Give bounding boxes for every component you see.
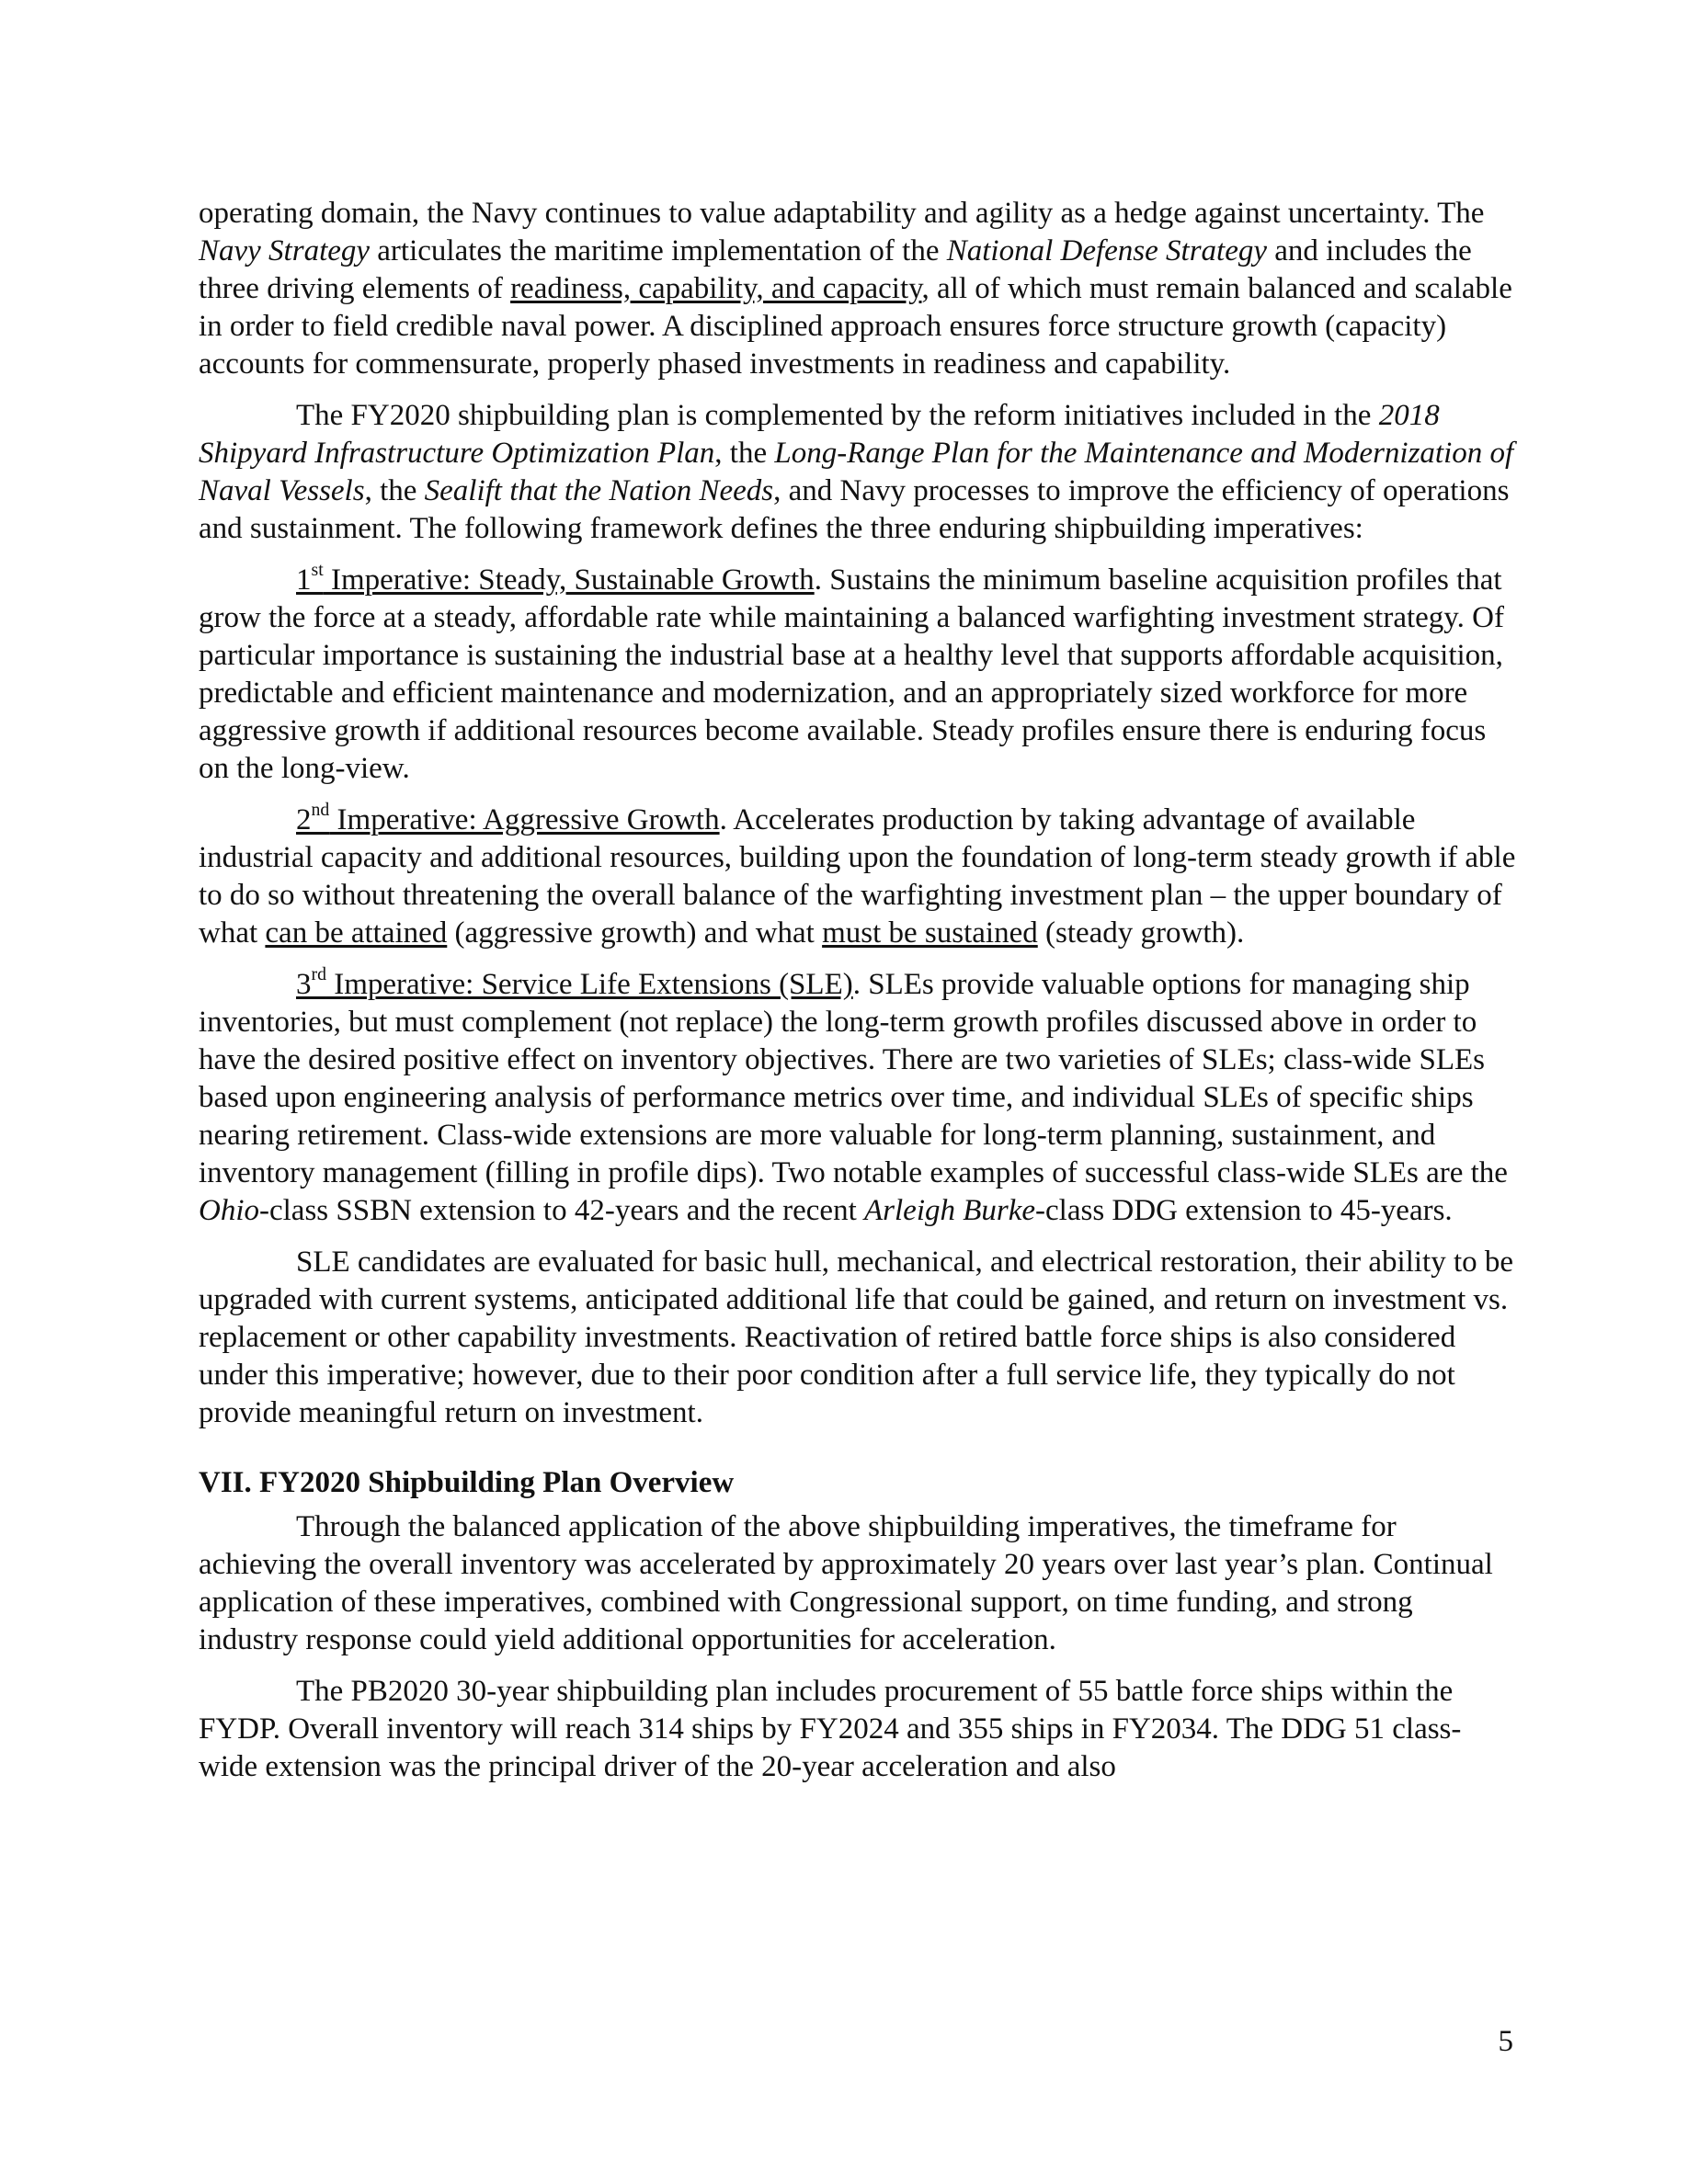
- text-run: The FY2020 shipbuilding plan is complemented by the reform initiatives included in the: [296, 399, 1379, 432]
- text-run: and includes the three driving elements of: [199, 234, 1472, 305]
- italic-ship-class-ohio: Ohio: [199, 1194, 259, 1227]
- text-run: (steady growth).: [1037, 916, 1245, 950]
- text-run: SLE candidates are evaluated for basic hull, mechanical, and electrical restoration, their ability to be upgraded with current systems, anticipated additional life that could be gained, and return on investment vs. replacement or other capability investments. Reactivation of retired battle force ships is also considered under this imperative; however, due to their poor condition after a full service life, they typically do not provide meaningful return on investment.: [199, 1246, 1514, 1429]
- underlined-must-be-sustained: must be sustained: [822, 916, 1038, 950]
- text-run: , all of which must remain balanced and scalable in order to field credible naval power. A disciplined approach ensures force structure growth (capacity) accounts for commensurate, properly phased investments in readiness and capability.: [199, 272, 1512, 381]
- imperative-number: 1: [296, 563, 312, 597]
- paragraph-imperative-1: [199, 562, 1517, 788]
- underlined-driving-elements: readiness, capability, and capacity: [510, 272, 922, 305]
- paragraph-imperative-2: [199, 802, 1517, 952]
- imperative-1-title: [296, 560, 815, 597]
- section-heading: VII. FY2020 Shipbuilding Plan Overview: [199, 1466, 735, 1499]
- text-run: The PB2020 30-year shipbuilding plan includes procurement of 55 battle force ships within the FYDP. Overall inventory will reach 314 ships by FY2024 and 355 ships in FY2034. The DDG 51 class-wide extension was the principal driver of the 20-year acceleration and also: [199, 1675, 1462, 1783]
- text-run: , and Navy processes to improve the efficiency of operations and sustainment. The following framework defines the three enduring shipbuilding imperatives:: [199, 474, 1510, 545]
- text-run: -class SSBN extension to 42-years and the recent: [259, 1194, 865, 1227]
- paragraph-navy-strategy: [199, 195, 1517, 383]
- text-run: . Accelerates production by taking advantage of available industrial capacity and additional resources, building upon the foundation of long-term steady growth if able to do so without threatening the overall balance of the warfighting investment plan – the upper boundary of what: [199, 803, 1516, 950]
- ordinal-suffix: rd: [311, 964, 326, 985]
- italic-title-sealift: Sealift that the Nation Needs: [424, 474, 774, 507]
- imperative-label: Imperative: Service Life Extensions (SLE): [325, 968, 853, 1001]
- imperative-label: Imperative: Aggressive Growth: [329, 803, 720, 836]
- text-run: . SLEs provide valuable options for managing ship inventories, but must complement (not replace) the long-term growth profiles discussed above in order to have the desired positive effect on inventory objectives. There are two varieties of SLEs; class-wide SLEs based upon engineering analysis of performance metrics over time, and individual SLEs of specific ships nearing retirement. Class-wide extensions are more valuable for long-term planning, sustainment, and inventory management (filling in profile dips). Two notable examples of successful class-wide SLEs are the: [199, 968, 1508, 1189]
- italic-title-national-defense-strategy: National Defense Strategy: [946, 234, 1268, 267]
- italic-title-long-range-plan: Long-Range Plan for the Maintenance and Modernization of Naval Vessels: [199, 437, 1514, 507]
- imperative-3-title: [296, 964, 853, 1001]
- imperative-number: 2: [296, 803, 312, 836]
- paragraph-plan-overview: [199, 1508, 1517, 1659]
- text-run: articulates the maritime implementation of the: [370, 234, 947, 267]
- page-number: 5: [1498, 2025, 1513, 2058]
- text-run: . Sustains the minimum baseline acquisition profiles that grow the force at a steady, affordable rate while maintaining a balanced warfighting investment strategy. Of particular importance is sustaining the industrial base at a healthy level that supports affordable acquisition, predictable and efficient maintenance and modernization, and an appropriately sized workforce for more aggressive growth if additional resources become available. Steady profiles ensure there is enduring focus on the long-view.: [199, 563, 1504, 785]
- paragraph-reform-initiatives: [199, 397, 1517, 548]
- ordinal-suffix: st: [311, 560, 324, 581]
- text-run: operating domain, the Navy continues to value adaptability and agility as a hedge against uncertainty. The: [199, 197, 1485, 230]
- italic-title-shipyard-plan: 2018 Shipyard Infrastructure Optimization Plan: [199, 399, 1440, 470]
- text-run: , the: [714, 437, 775, 470]
- imperative-2-title: [296, 800, 720, 836]
- italic-title-navy-strategy: Navy Strategy: [199, 234, 371, 267]
- document-body: [199, 195, 1517, 1800]
- italic-ship-class-arleigh-burke: Arleigh Burke: [864, 1194, 1036, 1227]
- paragraph-sle-candidates: [199, 1244, 1517, 1432]
- text-run: Through the balanced application of the above shipbuilding imperatives, the timeframe for achieving the overall inventory was accelerated by approximately 20 years over last year’s plan. Continual application of these imperatives, combined with Congressional support, on time funding, and strong industry response could yield additional opportunities for acceleration.: [199, 1510, 1493, 1656]
- paragraph-pb2020-plan: [199, 1673, 1517, 1786]
- paragraph-imperative-3: [199, 966, 1517, 1230]
- text-run: -class DDG extension to 45-years.: [1035, 1194, 1453, 1227]
- imperative-label: Imperative: Steady, Sustainable Growth: [323, 563, 815, 597]
- imperative-number: 3: [296, 968, 312, 1001]
- text-run: , the: [364, 474, 425, 507]
- ordinal-suffix: nd: [311, 800, 330, 821]
- text-run: (aggressive growth) and what: [447, 916, 823, 950]
- underlined-can-be-attained: can be attained: [265, 916, 448, 950]
